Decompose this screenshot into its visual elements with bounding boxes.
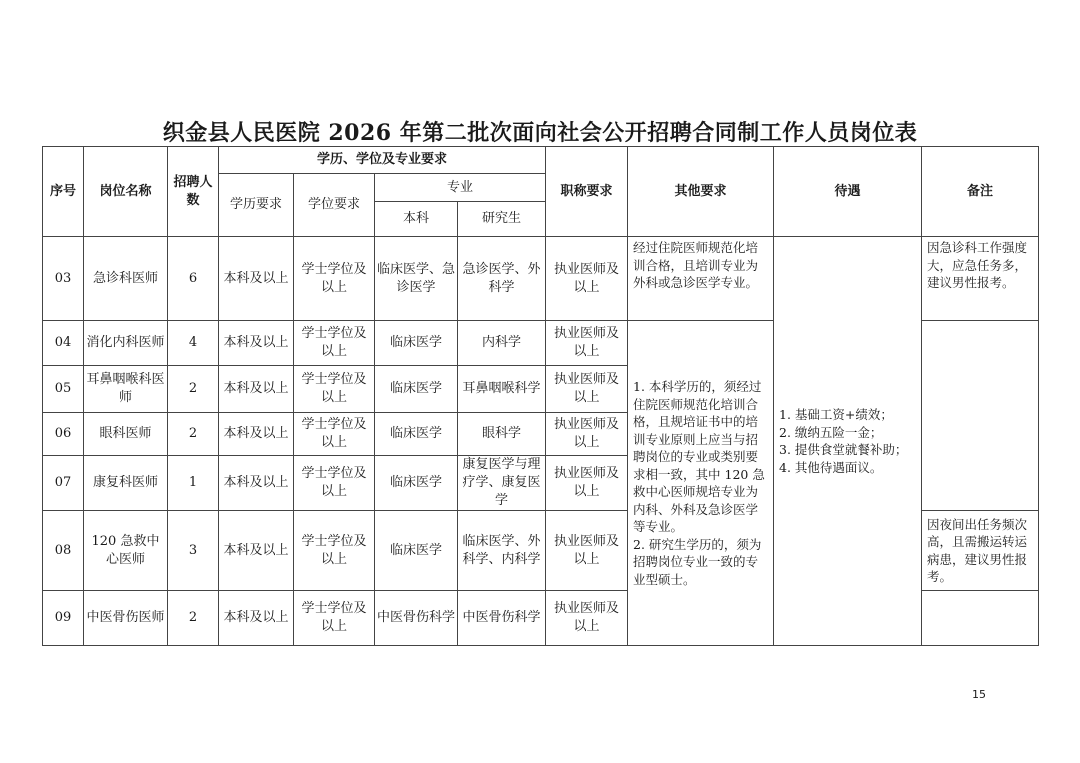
- cell-graduate: 临床医学、外科学、内科学: [458, 511, 546, 591]
- cell-edu: 本科及以上: [219, 413, 294, 456]
- cell-post-name: 中医骨伤医师: [84, 591, 168, 646]
- header-other-req: 其他要求: [628, 147, 774, 237]
- header-edu-req: 学历要求: [219, 174, 294, 237]
- cell-remarks-empty: [922, 591, 1039, 646]
- cell-undergrad: 临床医学: [375, 366, 458, 413]
- cell-count: 1: [168, 456, 219, 511]
- cell-undergrad: 临床医学: [375, 413, 458, 456]
- cell-count: 4: [168, 321, 219, 366]
- cell-title: 执业医师及以上: [546, 456, 628, 511]
- benefit-item: 4. 其他待遇面议。: [779, 459, 883, 475]
- cell-title: 执业医师及以上: [546, 321, 628, 366]
- cell-other-req-row03: 经过住院医师规范化培训合格，且培训专业为外科或急诊医学专业。: [628, 237, 774, 321]
- cell-undergrad: 临床医学: [375, 456, 458, 511]
- cell-seq: 06: [43, 413, 84, 456]
- cell-edu: 本科及以上: [219, 511, 294, 591]
- header-remarks: 备注: [922, 147, 1039, 237]
- header-degree-req: 学位要求: [294, 174, 375, 237]
- cell-post-name: 120 急救中心医师: [84, 511, 168, 591]
- cell-title: 执业医师及以上: [546, 413, 628, 456]
- header-undergrad: 本科: [375, 202, 458, 237]
- cell-post-name: 耳鼻咽喉科医师: [84, 366, 168, 413]
- header-major: 专业: [375, 174, 546, 202]
- cell-title: 执业医师及以上: [546, 237, 628, 321]
- cell-count: 3: [168, 511, 219, 591]
- cell-seq: 03: [43, 237, 84, 321]
- cell-edu: 本科及以上: [219, 366, 294, 413]
- cell-undergrad: 临床医学: [375, 321, 458, 366]
- cell-count: 2: [168, 591, 219, 646]
- header-count: 招聘人数: [168, 147, 219, 237]
- cell-count: 6: [168, 237, 219, 321]
- header-title-req: 职称要求: [546, 147, 628, 237]
- cell-seq: 07: [43, 456, 84, 511]
- cell-undergrad: 临床医学、急诊医学: [375, 237, 458, 321]
- cell-remarks-empty: [922, 321, 1039, 511]
- header-benefits: 待遇: [774, 147, 922, 237]
- cell-degree: 学士学位及以上: [294, 321, 375, 366]
- cell-degree: 学士学位及以上: [294, 237, 375, 321]
- other-req-item: 1. 本科学历的，须经过住院医师规范化培训合格，且规培证书中的培训专业原则上应当与招聘岗位的专业或类别要求相一致，其中 120 急救中心医师规培专业为内科、外科及急诊医学等专业。: [633, 379, 765, 534]
- cell-title: 执业医师及以上: [546, 591, 628, 646]
- header-post-name: 岗位名称: [84, 147, 168, 237]
- cell-edu: 本科及以上: [219, 591, 294, 646]
- header-graduate: 研究生: [458, 202, 546, 237]
- benefit-item: 1. 基础工资+绩效；: [779, 407, 893, 422]
- cell-count: 2: [168, 366, 219, 413]
- cell-post-name: 急诊科医师: [84, 237, 168, 321]
- benefit-item: 3. 提供食堂就餐补助；: [779, 442, 908, 457]
- cell-seq: 09: [43, 591, 84, 646]
- cell-edu: 本科及以上: [219, 237, 294, 321]
- cell-graduate: 康复医学与理疗学、康复医学: [458, 456, 546, 511]
- page-number: 15: [972, 688, 986, 701]
- benefit-item: 2. 缴纳五险一金；: [779, 424, 883, 440]
- cell-count: 2: [168, 413, 219, 456]
- cell-edu: 本科及以上: [219, 456, 294, 511]
- cell-graduate: 急诊医学、外科学: [458, 237, 546, 321]
- cell-graduate: 眼科学: [458, 413, 546, 456]
- cell-edu: 本科及以上: [219, 321, 294, 366]
- page-title: 织金县人民医院 2026 年第二批次面向社会公开招聘合同制工作人员岗位表: [162, 120, 918, 146]
- other-req-item: 2. 研究生学历的，须为招聘岗位专业一致的专业型硕士。: [633, 536, 762, 587]
- header-edu-group: 学历、学位及专业要求: [219, 147, 546, 174]
- cell-seq: 08: [43, 511, 84, 591]
- cell-graduate: 内科学: [458, 321, 546, 366]
- header-seq: 序号: [43, 147, 84, 237]
- cell-post-name: 康复科医师: [84, 456, 168, 511]
- cell-degree: 学士学位及以上: [294, 456, 375, 511]
- cell-graduate: 耳鼻咽喉科学: [458, 366, 546, 413]
- cell-title: 执业医师及以上: [546, 511, 628, 591]
- cell-degree: 学士学位及以上: [294, 413, 375, 456]
- cell-degree: 学士学位及以上: [294, 511, 375, 591]
- cell-degree: 学士学位及以上: [294, 591, 375, 646]
- cell-post-name: 眼科医师: [84, 413, 168, 456]
- cell-undergrad: 中医骨伤科学: [375, 591, 458, 646]
- cell-degree: 学士学位及以上: [294, 366, 375, 413]
- cell-title: 执业医师及以上: [546, 366, 628, 413]
- cell-remarks-row03: 因急诊科工作强度大，应急任务多，建议男性报考。: [922, 237, 1039, 321]
- cell-other-req-shared: [628, 321, 774, 646]
- cell-seq: 05: [43, 366, 84, 413]
- recruitment-table: [42, 146, 1039, 646]
- cell-benefits: [774, 237, 922, 646]
- cell-seq: 04: [43, 321, 84, 366]
- table-row: [43, 237, 1039, 321]
- cell-undergrad: 临床医学: [375, 511, 458, 591]
- cell-remarks-row08: 因夜间出任务频次高，且需搬运转运病患，建议男性报考。: [922, 511, 1039, 591]
- cell-graduate: 中医骨伤科学: [458, 591, 546, 646]
- cell-post-name: 消化内科医师: [84, 321, 168, 366]
